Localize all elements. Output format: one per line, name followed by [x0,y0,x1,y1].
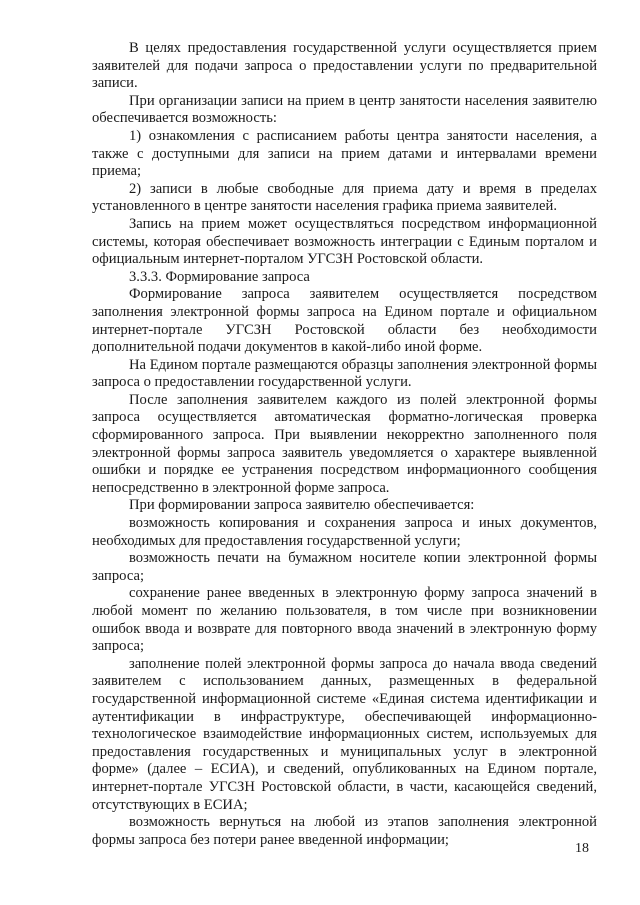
paragraph-form-samples: На Едином портале размещаются образцы заполнения электронной формы запроса о предоставлении государственной услуги. [92,356,597,391]
paragraph-save-values: сохранение ранее введенных в электронную форму запроса значений в любой момент по желанию пользователя, в том числе при возникновении ошибок ввода и возврате для повторного ввода значений в электронную форму запроса; [92,585,597,655]
paragraph-return-step: возможность вернуться на любой из этапов заполнения электронной формы запроса без потери ранее введенной информации; [92,814,597,848]
paragraph-appointment-capabilities: При организации записи на прием в центр занятости населения заявителю обеспечивается возможность: [92,92,597,127]
paragraph-appointment-system: Запись на прием может осуществляться посредством информационной системы, которая обеспечивает возможность интеграции с Единым порталом и официальным интернет-порталом УГСЗН Ростовской области. [92,215,597,268]
paragraph-item-booking: 2) записи в любые свободные для приема дату и время в пределах установленного в центре занятости населения графика приема заявителей. [92,180,597,215]
paragraph-print-copy: возможность печати на бумажном носителе копии электронной формы запроса; [92,550,597,584]
paragraph-appointment-intro: В целях предоставления государственной услуги осуществляется прием заявителей для подачи запроса о предоставлении услуги по предварительной записи. [92,40,597,92]
section-heading: 3.3.3. Формирование запроса [129,268,310,285]
paragraph-form-validation: После заполнения заявителем каждого из полей электронной формы запроса осуществляется автоматическая форматно-логическая проверка сформированного запроса. При выявлении некорректно заполненного поля электронной формы запроса заявитель уведомляется о характере выявленной ошибки и порядке ее устранения посредством информационного сообщения непосредственно в электронной форме запроса. [92,391,597,496]
paragraph-prefill-esia: заполнение полей электронной формы запроса до начала ввода сведений заявителем с использованием данных, размещенных в федеральной государственной информационной системе «Единая система идентификации и аутентификации в инфраструктуре, обеспечивающей информационно-технологическое взаимодействие информационных систем, используемых для предоставления государственных и муниципальных услуг в электронной форме» (далее – ЕСИА), и сведений, опубликованных на Едином портале, интернет-портале УГСЗН Ростовской области, в части, касающейся сведений, отсутствующих в ЕСИА; [92,655,597,813]
page-number: 18 [575,841,589,856]
paragraph-request-forming: Формирование запроса заявителем осуществляется посредством заполнения электронной формы запроса на Едином портале и официальном интернет-портале УГСЗН Ростовской области без необходимости дополнительной подачи документов в какой-либо иной форме. [92,286,597,356]
paragraph-forming-provides: При формировании запроса заявителю обеспечивается: [129,497,475,514]
paragraph-item-schedule: 1) ознакомления с расписанием работы центра занятости населения, а также с доступными для записи на прием датами и интервалами времени приема; [92,127,597,180]
document-body [92,40,597,849]
paragraph-copy-save: возможность копирования и сохранения запроса и иных документов, необходимых для предоставления государственной услуги; [92,515,597,549]
